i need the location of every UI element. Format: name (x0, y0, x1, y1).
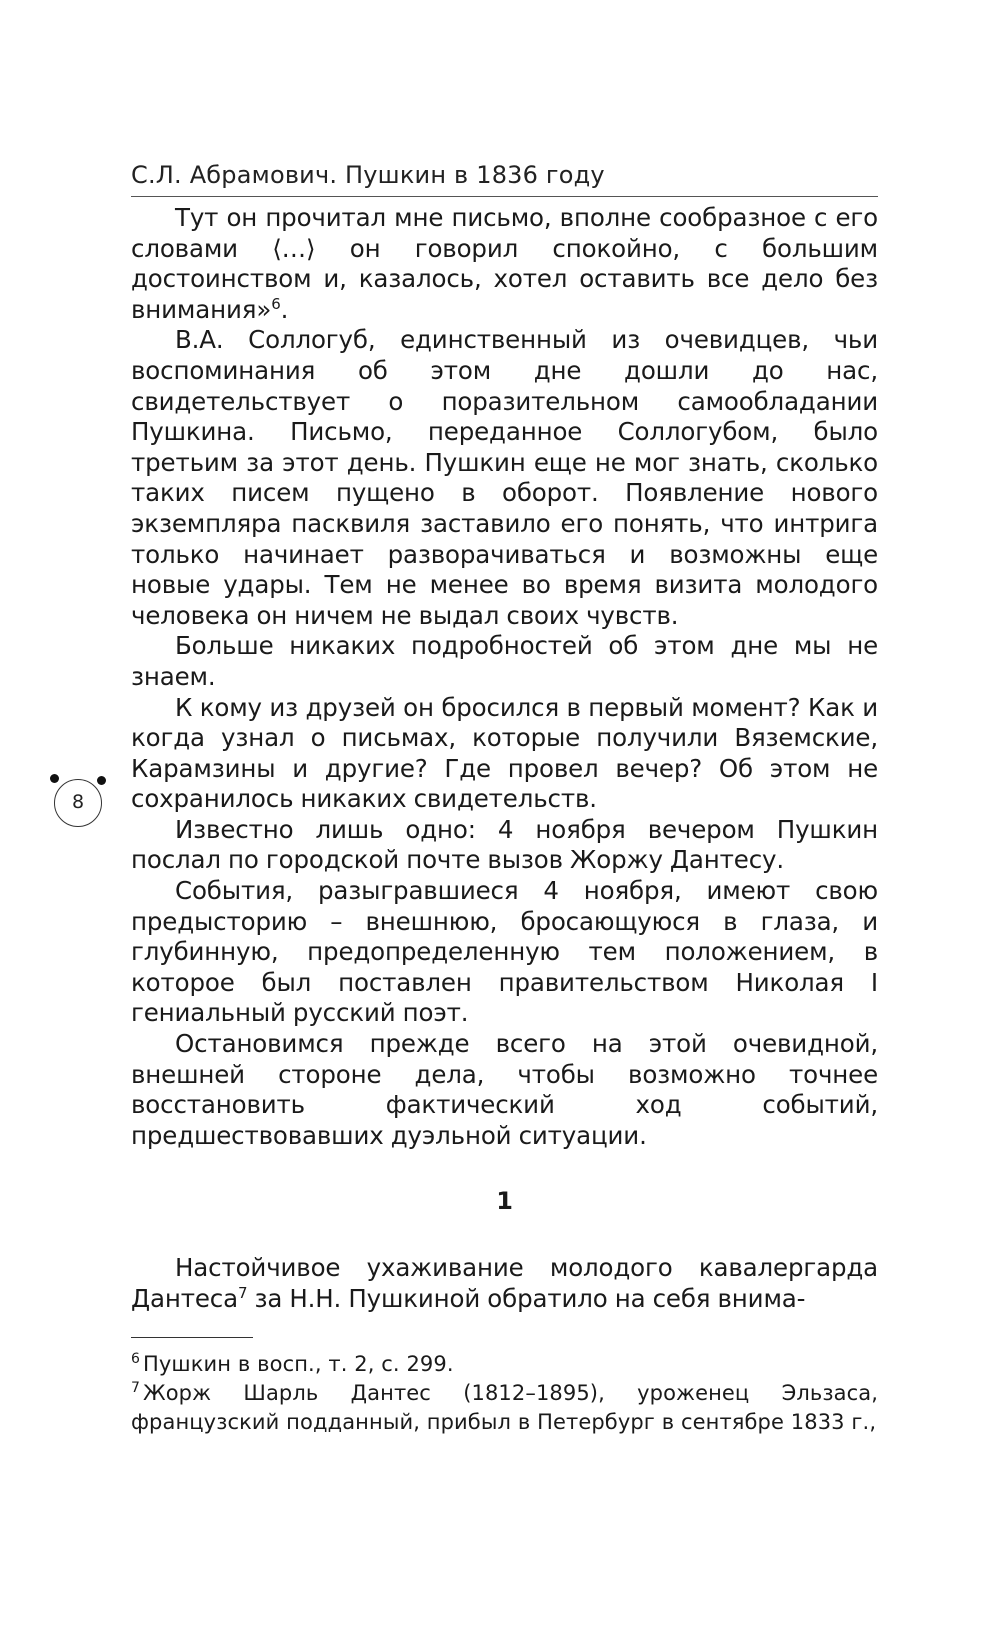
footnote-ref[interactable]: 7 (237, 1283, 248, 1302)
footnote: $^7$ Жорж Шарль Дантес (1812–1895), уроженец Эльзаса, французский подданный, прибыл в Петербург в сентябре 1833 г., (131, 1379, 878, 1434)
header-rule (131, 196, 878, 197)
book-page (131, 156, 878, 1556)
paragraph: Известно лишь одно: 4 ноября вечером Пушкин послал по городской почте вызов Жоржу Дантесу. (131, 814, 878, 875)
footnotes (131, 1350, 878, 1437)
footnote-number: 6 (131, 1350, 141, 1367)
folio-dot-icon (97, 776, 106, 785)
main-text (131, 203, 878, 1315)
footnote-ref[interactable]: 6 (271, 294, 281, 313)
footnote: $^6$ Пушкин в восп., т. 2, с. 299. (131, 1350, 454, 1376)
paragraph: В.А. Соллогуб, единственный из очевидцев, чьи воспоминания об этом дне дошли до нас, свидетельствует о поразительном самообладании Пушкина. Письмо, переданное Соллогубом, было третьим за этот день. Пушкин еще не мог знать, сколько таких писем пущено в оборот. Появление нового экземпляра пасквиля заставило его понять, что интрига только начинает разворачиваться и возможны еще новые удары. Тем не менее во время визита молодого человека он ничем не выдал своих чувств. (131, 325, 878, 630)
paragraph: Настойчивое ухаживание молодого кавалергарда Дантеса$^7$ за Н.Н. Пушкиной обратило на себя внима- (131, 1253, 878, 1313)
paragraph: Остановимся прежде всего на этой очевидной, внешней стороне дела, чтобы возможно точнее восстановить фактический ход событий, предшествовавших дуэльной ситуации. (131, 1029, 878, 1150)
paragraph: События, разыгравшиеся 4 ноября, имеют свою предысторию – внешнюю, бросающуюся в глаза, и глубинную, предопределенную тем положением, в которое был поставлен правительством Николая I гениальный русский поэт. (131, 876, 878, 1028)
page-number: 8 (71, 791, 85, 813)
footnote-rule (131, 1337, 253, 1338)
folio-dot-icon (50, 774, 59, 783)
page-number-badge (54, 779, 102, 827)
section-number: 1 (496, 1187, 513, 1216)
running-head: С.Л. Абрамович. Пушкин в 1836 году (131, 161, 605, 189)
paragraph: Тут он прочитал мне письмо, вполне сообразное с его словами ⟨…⟩ он говорил спокойно, с большим достоинством и, казалось, хотел оставить все дело без внимания»$^6$. (131, 203, 878, 324)
paragraph: К кому из друзей он бросился в первый момент? Как и когда узнал о письмах, которые получили Вяземские, Карамзины и другие? Где провел вечер? Об этом не сохранилось никаких свидетельств. (131, 692, 878, 814)
footnote-number: 7 (131, 1379, 141, 1396)
paragraph: Больше никаких подробностей об этом дне мы не знаем. (131, 631, 878, 691)
